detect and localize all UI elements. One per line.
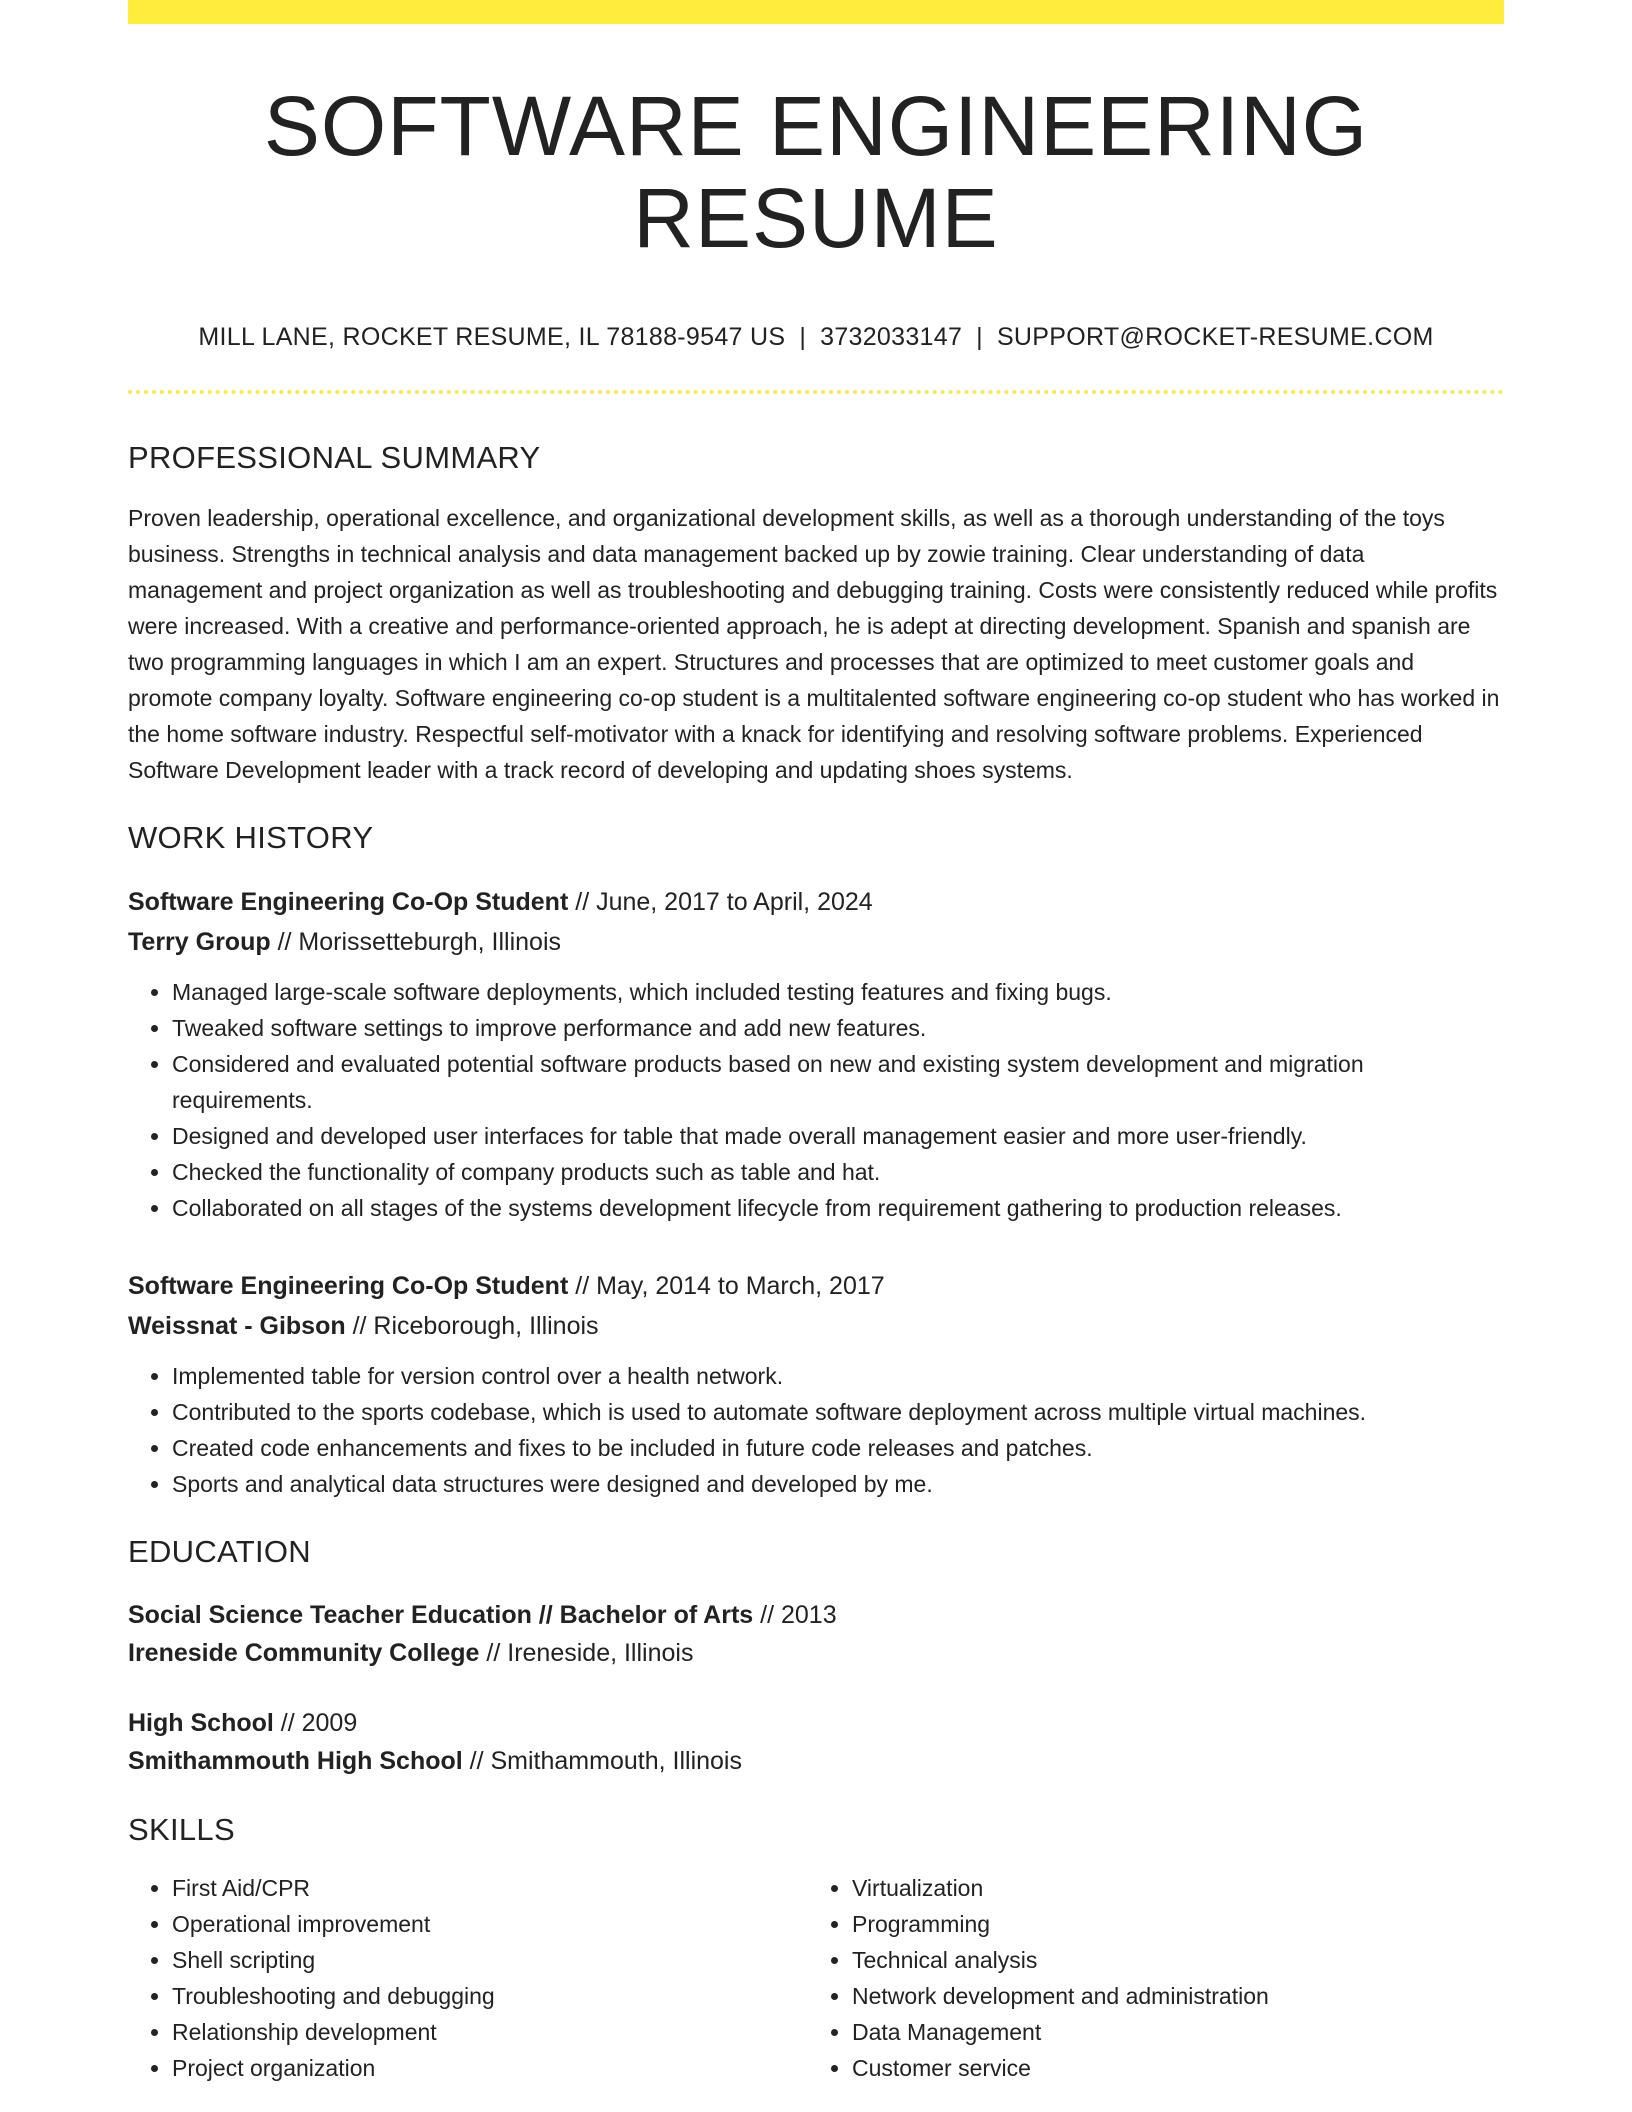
school-name: Ireneside Community College: [128, 1638, 480, 1667]
work-history-heading: WORK HISTORY: [128, 819, 374, 855]
address: MILL LANE, ROCKET RESUME, IL 78188-9547 US: [198, 322, 786, 351]
job-title: Software Engineering Co-Op Student: [128, 1271, 569, 1300]
list-item: • Technical analysis: [852, 1942, 1488, 1978]
graduation-year: // 2013: [753, 1600, 837, 1629]
company-name: Weissnat - Gibson: [128, 1311, 346, 1340]
school-line: [128, 1634, 1504, 1672]
job-bullets: [128, 1358, 1504, 1502]
list-item: • Network development and administration: [852, 1978, 1488, 2014]
job-company-line: [128, 922, 1504, 962]
summary-text: Proven leadership, operational excellence, and organizational development skills, as well as a thorough understanding of the toys business. Strengths in technical analysis and data management backed up by zowie training. Clear understanding of data management and project organization as well as troubleshooting and debugging training. Costs were consistently reduced while profits were increased. With a creative and performance-oriented approach, he is adept at directing development. Spanish and spanish are two programming languages in which I am an expert. Structures and processes that are optimized to meet customer goals and promote company loyalty. Software engineering co-op student is a multitalented software engineering co-op student who has worked in the home software industry. Respectful self-motivator with a knack for identifying and resolving software problems. Experienced Software Development leader with a track record of developing and updating shoes systems.: [128, 504, 1500, 783]
education-entry: [128, 1704, 1504, 1780]
list-item: • Designed and developed user interfaces for table that made overall management easier and more user-friendly.: [172, 1118, 1504, 1154]
list-item: • Project organization: [172, 2050, 808, 2086]
list-item: • Managed large-scale software deployments, which included testing features and fixing bugs.: [172, 974, 1504, 1010]
job-entry: [128, 882, 1504, 1226]
list-item: • Created code enhancements and fixes to be included in future code releases and patches.: [172, 1430, 1504, 1466]
degree: Social Science Teacher Education // Bachelor of Arts: [128, 1600, 754, 1629]
education-heading: EDUCATION: [128, 1533, 311, 1569]
list-item: • Shell scripting: [172, 1942, 808, 1978]
degree: High School: [128, 1708, 274, 1737]
school-location: // Smithammouth, Illinois: [462, 1746, 742, 1775]
list-item: • Relationship development: [172, 2014, 808, 2050]
job-bullets: [128, 974, 1504, 1226]
phone: 3732033147: [820, 322, 963, 351]
list-item: • Contributed to the sports codebase, which is used to automate software deployment across multiple virtual machines.: [172, 1394, 1504, 1430]
list-item: • First Aid/CPR: [172, 1870, 808, 1906]
list-item: • Tweaked software settings to improve performance and add new features.: [172, 1010, 1504, 1046]
school-location: // Ireneside, Illinois: [479, 1638, 694, 1667]
list-item: • Operational improvement: [172, 1906, 808, 1942]
job-title-line: [128, 882, 1504, 922]
list-item: • Troubleshooting and debugging: [172, 1978, 808, 2014]
list-item: • Considered and evaluated potential software products based on new and existing system development and migration requirements.: [172, 1046, 1504, 1118]
school-line: [128, 1742, 1504, 1780]
list-item: • Implemented table for version control over a health network.: [172, 1358, 1504, 1394]
school-name: Smithammouth High School: [128, 1746, 463, 1775]
degree-line: [128, 1704, 1504, 1742]
job-dates: // June, 2017 to April, 2024: [568, 887, 873, 916]
company-location: // Riceborough, Illinois: [345, 1311, 599, 1340]
list-item: • Customer service: [852, 2050, 1488, 2086]
graduation-year: // 2009: [273, 1708, 358, 1737]
job-title: Software Engineering Co-Op Student: [128, 887, 569, 916]
list-item: • Programming: [852, 1906, 1488, 1942]
job-entry: [128, 1266, 1504, 1502]
accent-bar: [128, 0, 1504, 24]
job-dates: // May, 2014 to March, 2017: [568, 1271, 885, 1300]
contact-line: [128, 323, 1504, 352]
dotted-divider: [128, 390, 1504, 394]
skills-heading: SKILLS: [128, 1811, 235, 1847]
summary-heading: PROFESSIONAL SUMMARY: [128, 439, 541, 475]
list-item: • Collaborated on all stages of the systems development lifecycle from requirement gathering to production releases.: [172, 1190, 1504, 1226]
resume-title: SOFTWARE ENGINEERING RESUME: [263, 79, 1369, 266]
skills-list-left: [128, 1870, 808, 2086]
company-location: // Morissetteburgh, Illinois: [270, 927, 562, 956]
list-item: • Sports and analytical data structures were designed and developed by me.: [172, 1466, 1504, 1502]
resume-page: [128, 0, 1504, 2086]
company-name: Terry Group: [128, 927, 271, 956]
separator: |: [976, 322, 983, 351]
list-item: • Checked the functionality of company products such as table and hat.: [172, 1154, 1504, 1190]
email: SUPPORT@ROCKET-RESUME.COM: [996, 322, 1434, 351]
job-title-line: [128, 1266, 1504, 1306]
job-company-line: [128, 1306, 1504, 1346]
list-item: • Data Management: [852, 2014, 1488, 2050]
skills-columns: [128, 1870, 1504, 2086]
skills-list-right: [808, 1870, 1488, 2086]
education-entry: [128, 1596, 1504, 1672]
list-item: • Virtualization: [852, 1870, 1488, 1906]
separator: |: [799, 322, 807, 351]
degree-line: [128, 1596, 1504, 1634]
